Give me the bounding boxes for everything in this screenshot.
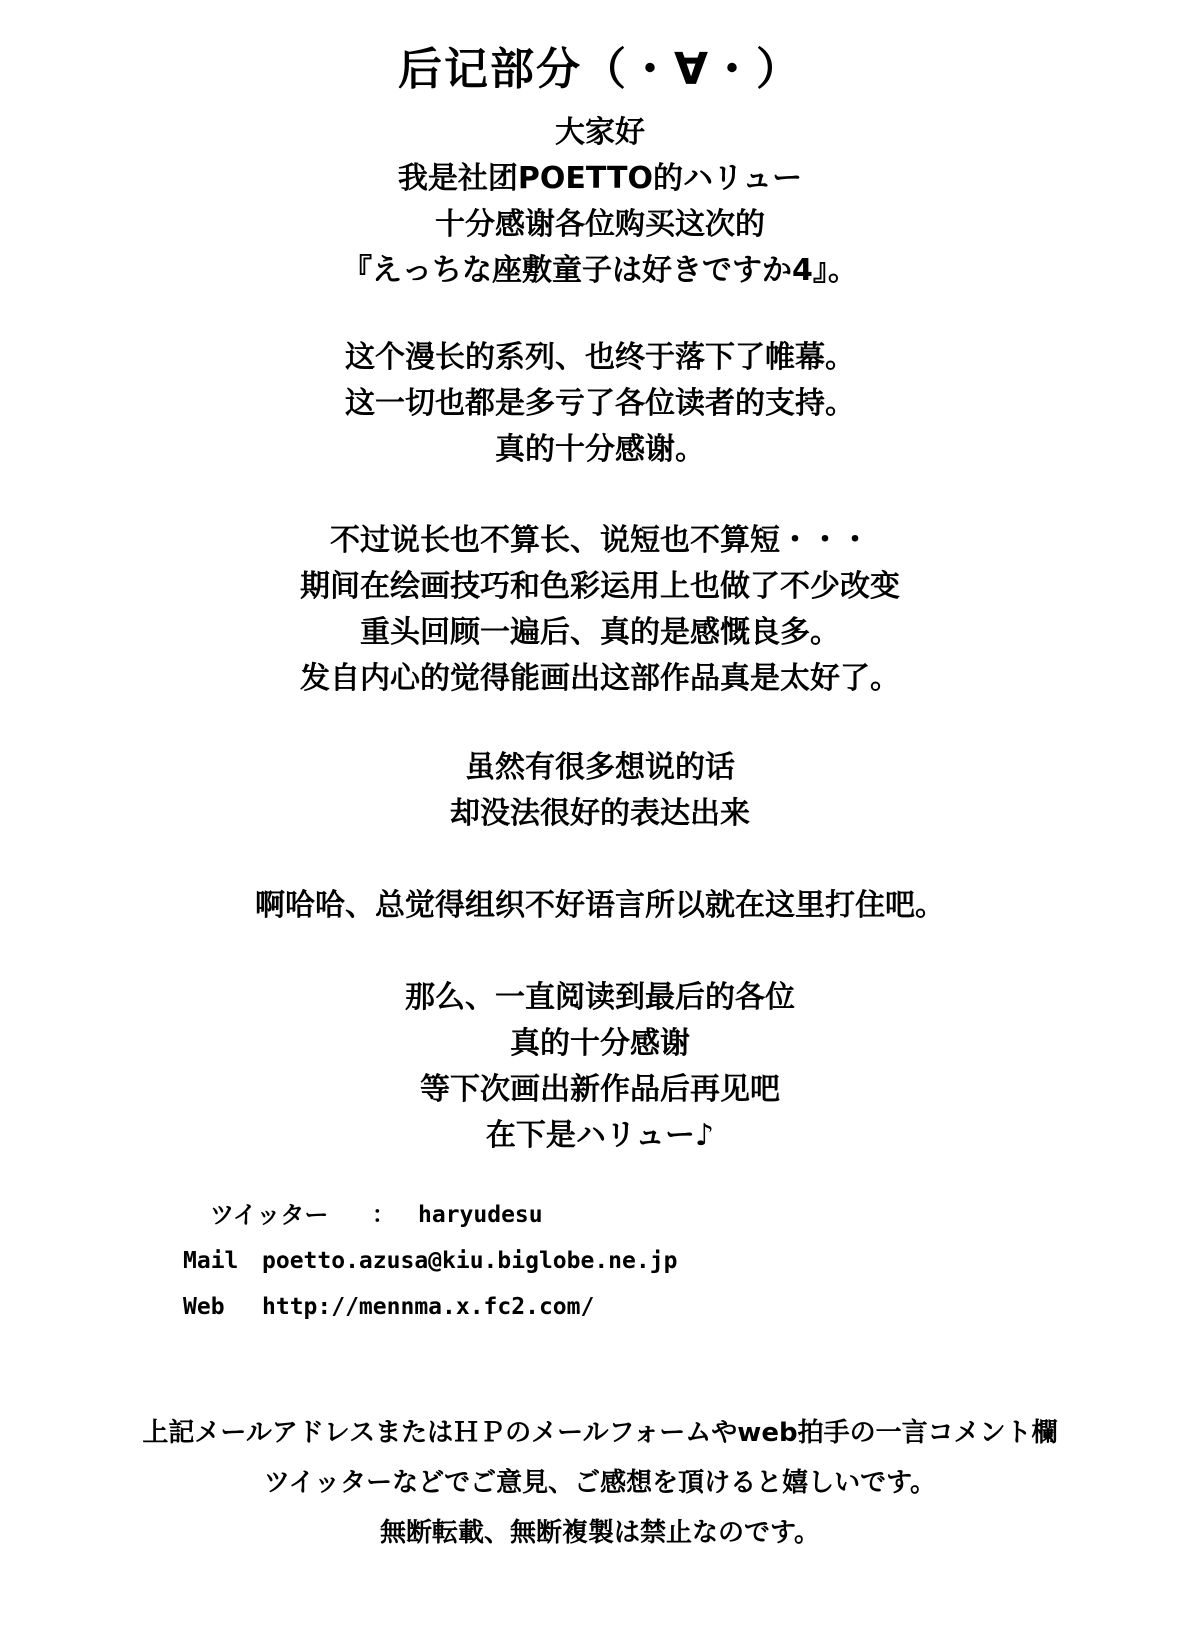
paragraph-series-end bbox=[0, 335, 1200, 473]
mail-address[interactable]: poetto.azusa@kiu.biglobe.ne.jp bbox=[262, 1248, 678, 1274]
mail-label: Mail bbox=[183, 1248, 239, 1274]
page-title: 后记部分（・∀・） bbox=[397, 44, 803, 95]
text-line: 真的十分感谢。 bbox=[495, 432, 705, 467]
text-line: 重头回顾一遍后、真的是感慨良多。 bbox=[360, 615, 840, 650]
text-line: 虽然有很多想说的话 bbox=[465, 750, 735, 785]
text-line: 十分感谢各位购买这次的 bbox=[435, 207, 765, 242]
twitter-separator: ： bbox=[372, 1202, 395, 1228]
twitter-row bbox=[0, 1195, 1200, 1235]
text-line: 我是社团POETTO的ハリュー bbox=[397, 161, 803, 196]
text-line: 等下次画出新作品后再见吧 bbox=[420, 1072, 780, 1107]
web-url[interactable]: http://mennma.x.fc2.com/ bbox=[262, 1294, 595, 1320]
web-label: Web bbox=[183, 1294, 225, 1320]
paragraph-farewell bbox=[0, 975, 1200, 1159]
footer-line: 無断転載、無断複製は禁止なのです。 bbox=[380, 1518, 820, 1548]
text-line: 啊哈哈、总觉得组织不好语言所以就在这里打住吧。 bbox=[255, 888, 945, 923]
text-line: 期间在绘画技巧和色彩运用上也做了不少改变 bbox=[300, 569, 900, 604]
text-line: 发自内心的觉得能画出这部作品真是太好了。 bbox=[300, 661, 900, 696]
paragraph-closing-remark bbox=[0, 883, 1200, 929]
text-line: 却没法很好的表达出来 bbox=[450, 796, 750, 831]
text-line: 这个漫长的系列、也终于落下了帷幕。 bbox=[345, 340, 855, 375]
text-line: 那么、一直阅读到最后的各位 bbox=[405, 980, 795, 1015]
footer-line: 上記メールアドレスまたはＨＰのメールフォームやweb拍手の一言コメント欄 bbox=[142, 1418, 1058, 1448]
text-line: 真的十分感谢 bbox=[510, 1026, 690, 1061]
text-line: 不过说长也不算长、说短也不算短・・・ bbox=[330, 523, 870, 558]
twitter-handle[interactable]: haryudesu bbox=[418, 1202, 543, 1228]
paragraph-words bbox=[0, 745, 1200, 837]
text-line: 『えっちな座敷童子は好きですか4』。 bbox=[342, 253, 858, 288]
web-row bbox=[0, 1287, 1200, 1327]
text-line: 大家好 bbox=[555, 115, 645, 150]
paragraph-reflection bbox=[0, 518, 1200, 702]
footer-notice bbox=[0, 1408, 1200, 1558]
paragraph-greeting bbox=[0, 110, 1200, 294]
footer-line: ツイッターなどでご意見、ご感想を頂けると嬉しいです。 bbox=[263, 1468, 937, 1498]
text-line: 这一切也都是多亏了各位读者的支持。 bbox=[345, 386, 855, 421]
text-line: 在下是ハリュー♪ bbox=[485, 1118, 715, 1153]
twitter-label: ツイッター bbox=[210, 1201, 329, 1229]
mail-row bbox=[0, 1241, 1200, 1281]
